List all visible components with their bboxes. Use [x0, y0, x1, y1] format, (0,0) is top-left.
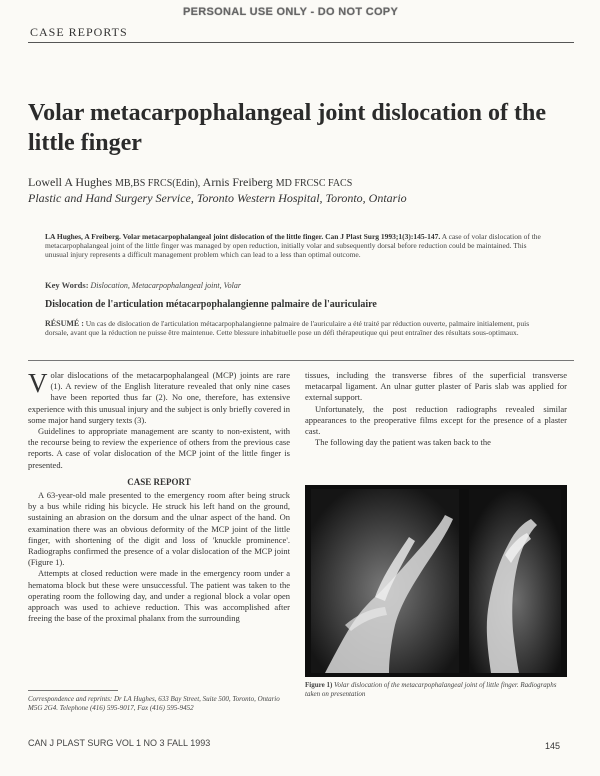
- resume-text: Un cas de dislocation de l'articulation métacarpophalangienne palmaire de l'auriculaire a été traité par réduction ouverte, palmaire initialement, puis dorsale, avant que la réduction ne puisse être maintenue. Cette blessure inhabituelle pose un défi thérapeutique qui peut entraîner des résultats sous-optimaux.: [45, 319, 530, 337]
- body-column-right: [305, 370, 567, 448]
- case-paragraph-1: A 63-year-old male presented to the emergency room after being struck by a bus while riding his bicycle. He struck his left hand on the ground, sustaining an abrasion on the dorsum and the ulnar aspect of the hand. On examination there was an obvious deformity of the MCP joint of the little finger, with shortening of the digit and loss of 'knuckle prominence'. Radiographs confirmed the presence of a volar dislocation of the MCP joint (Figure 1).: [28, 490, 290, 568]
- section-divider: [28, 360, 574, 361]
- key-words: [45, 280, 241, 290]
- watermark: PERSONAL USE ONLY - DO NOT COPY: [183, 6, 399, 18]
- abstract-citation: LA Hughes, A Freiberg. Volar metacarpophalangeal joint dislocation of the little finger. Can J Plast Surg 1993;1(3):145-147.: [45, 232, 441, 241]
- guidelines-paragraph: Guidelines to appropriate management are scanty to non-existent, with the recourse being to review the experience of others from the previous case reports. A case of volar dislocation of the MCP joint of the little finger is presented.: [28, 426, 290, 470]
- intro-paragraph: [28, 370, 290, 426]
- figure-caption: [305, 681, 567, 699]
- affiliation: Plastic and Hand Surgery Service, Toronto Western Hospital, Toronto, Ontario: [28, 191, 407, 205]
- case-paragraph-2: Attempts at closed reduction were made in the emergency room under a hematoma block but these were unsuccessful. The patient was taken to the operating room the following day, and under a regional block a volar open approach was used to achieve reduction. This was accomplished after freeing the base of the proximal phalanx from the surrounding: [28, 568, 290, 624]
- author-2-degrees: MD FRCSC FACS: [275, 178, 353, 189]
- intro-text: olar dislocations of the metacarpophalangeal (MCP) joints are rare (1). A review of the English literature revealed that only nine cases have been reported thus far (2). No one, therefore, has extensive experience with this unusual injury and the subject is only briefly covered in some major hand surgery texts (3).: [28, 370, 290, 425]
- author-1-name: Lowell A Hughes: [28, 175, 112, 189]
- key-words-text: Dislocation, Metacarpophalangeal joint, Volar: [90, 281, 241, 290]
- author-1-degrees: MB,BS FRCS(Edin),: [115, 178, 201, 189]
- post-reduction-paragraph: Unfortunately, the post reduction radiographs revealed similar appearances to the preoperative films except for the presence of a plaster cast.: [305, 403, 567, 437]
- footnote-divider: [28, 690, 118, 691]
- following-day-paragraph: The following day the patient was taken back to the: [315, 437, 491, 448]
- continued-paragraph: tissues, including the transverse fibres of the superficial transverse metacarpal ligament. An ulnar gutter plaster of Paris slab was applied for external support.: [305, 370, 567, 403]
- resume-label: RÉSUMÉ :: [45, 319, 84, 328]
- header-divider: [28, 42, 574, 43]
- correspondence-note: Correspondence and reprints: Dr LA Hughes, 633 Bay Street, Suite 500, Toronto, Ontario M5G 2G4. Telephone (416) 595-9017, Fax (416) 595-9452: [28, 695, 280, 712]
- section-label: CASE REPORTS: [30, 25, 128, 39]
- article-title: Volar metacarpophalangeal joint dislocation of the little finger: [28, 100, 547, 156]
- abstract-text: A case of volar dislocation of the metacarpophalangeal joint of the little finger was managed by open reduction, initially volar and subsequently dorsal before reduction could be maintained. This unusual injury represents a difficult management problem which can lead to a less than optimal outcome.: [45, 232, 541, 259]
- journal-footer: CAN J PLAST SURG VOL 1 NO 3 FALL 1993: [28, 738, 211, 748]
- abstract: [45, 232, 550, 259]
- radiograph-images: [305, 485, 567, 677]
- authors: [28, 175, 352, 190]
- french-title: Dislocation de l'articulation métacarpophalangienne palmaire de l'auriculaire: [45, 299, 377, 310]
- page-number: 145: [545, 741, 561, 751]
- body-column-left: [28, 370, 290, 624]
- resume: [45, 319, 550, 337]
- case-report-heading: CASE REPORT: [127, 476, 191, 487]
- figure-caption-text: Volar dislocation of the metacarpophalangeal joint of little finger. Radiographs taken on presentation: [305, 681, 557, 698]
- radiograph-right: [469, 489, 561, 673]
- radiograph-figure: [305, 485, 567, 677]
- key-words-label: Key Words:: [45, 280, 89, 290]
- figure-label: Figure 1): [305, 681, 333, 689]
- author-2-name: Arnis Freiberg: [202, 175, 273, 189]
- drop-cap: V: [28, 368, 48, 398]
